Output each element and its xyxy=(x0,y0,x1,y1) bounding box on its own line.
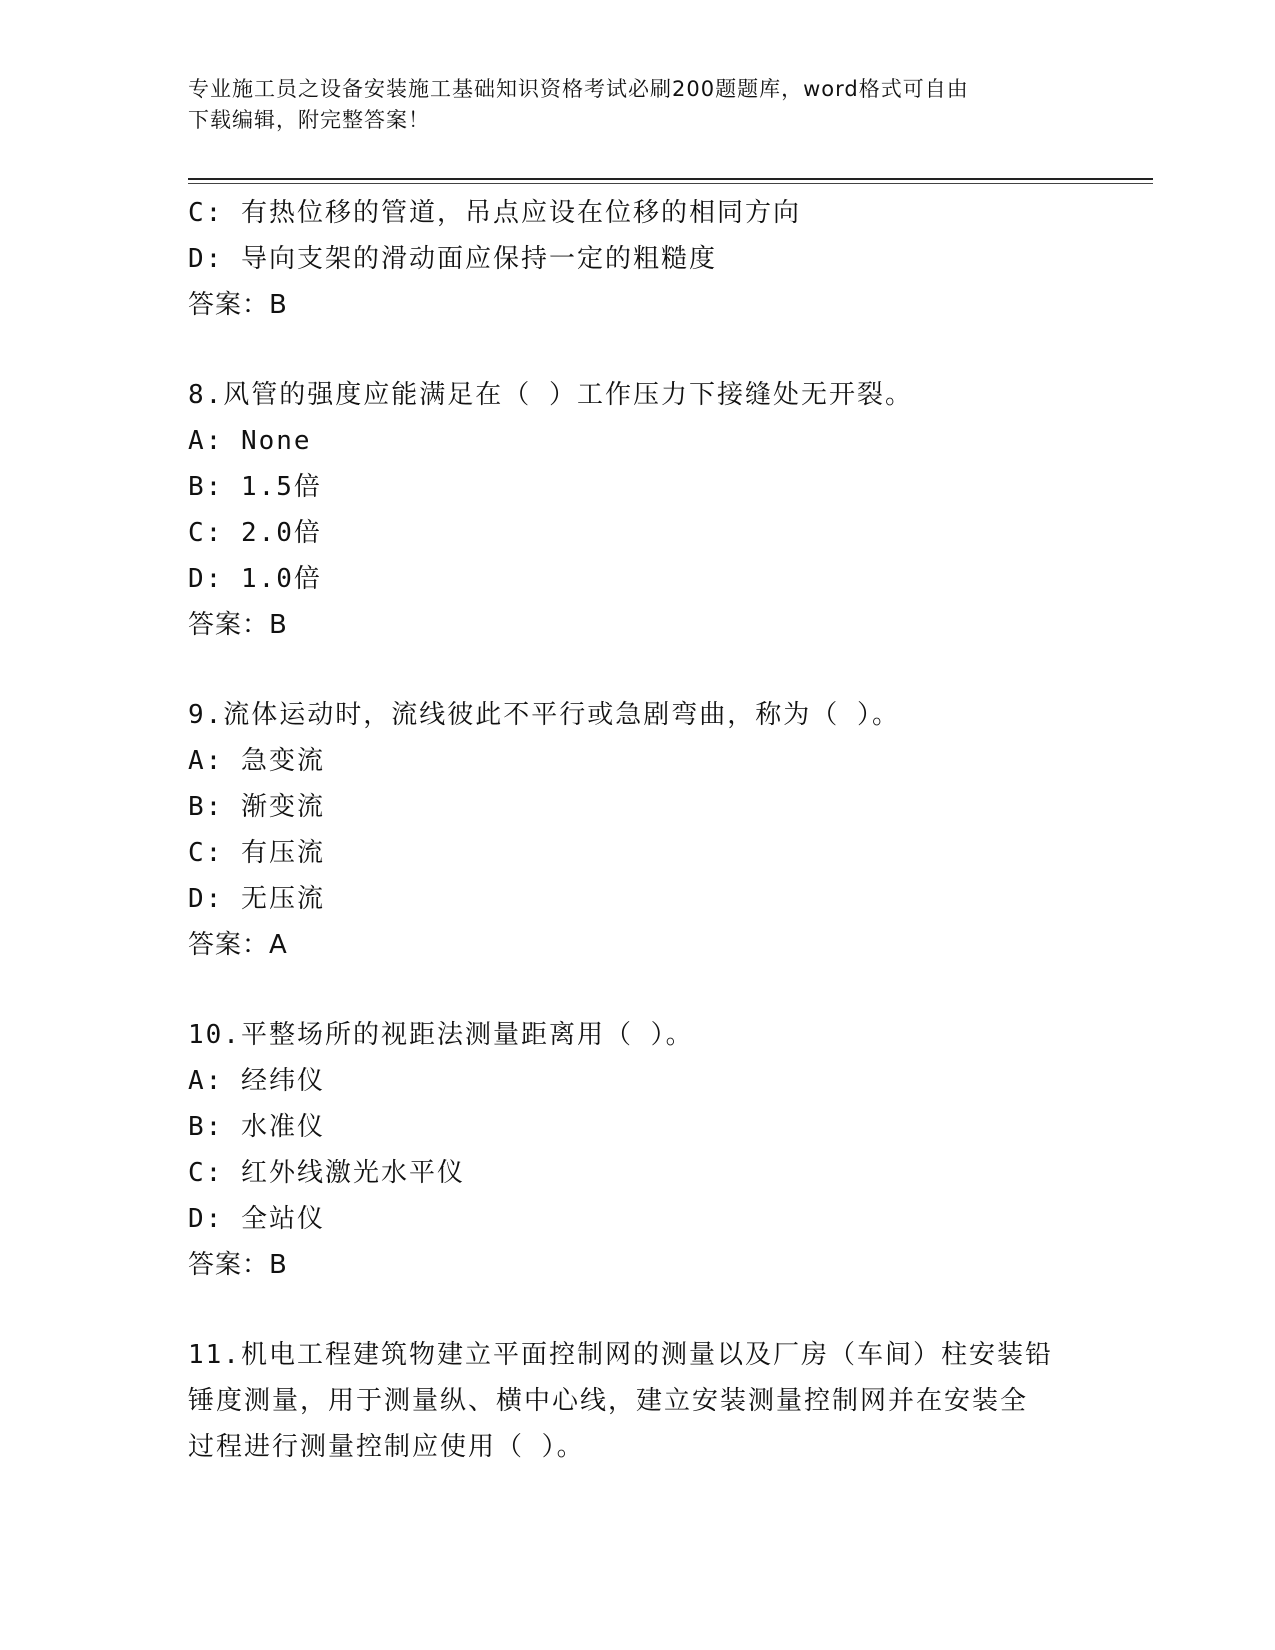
option-c: C: 有压流 xyxy=(188,838,325,868)
answer: 答案：B xyxy=(188,1250,288,1280)
question-text: 8.风管的强度应能满足在（ ）工作压力下接缝处无开裂。 xyxy=(188,380,913,410)
option-c: C: 2.0倍 xyxy=(188,518,322,548)
header-line-2: 下载编辑，附完整答案！ xyxy=(188,108,430,132)
header-divider-thick xyxy=(188,178,1153,180)
option-d: D: 全站仪 xyxy=(188,1204,325,1234)
option-d: D: 无压流 xyxy=(188,884,325,914)
spacer xyxy=(188,968,1088,1012)
spacer xyxy=(188,1288,1088,1332)
option-b: B: 水准仪 xyxy=(188,1112,325,1142)
header-divider-thin xyxy=(188,183,1153,184)
answer: 答案：B xyxy=(188,610,288,640)
option-c: C: 有热位移的管道，吊点应设在位移的相同方向 xyxy=(188,198,801,228)
option-a: A: 急变流 xyxy=(188,746,325,776)
question-text-line-3: 过程进行测量控制应使用（ ）。 xyxy=(188,1432,585,1462)
question-9 xyxy=(188,692,1088,968)
question-11 xyxy=(188,1332,1088,1470)
option-b: B: 渐变流 xyxy=(188,792,325,822)
spacer xyxy=(188,648,1088,692)
question-text-line-1: 11.机电工程建筑物建立平面控制网的测量以及厂房（车间）柱安装铅 xyxy=(188,1340,1053,1370)
question-8 xyxy=(188,372,1088,648)
question-text: 10.平整场所的视距法测量距离用（ ）。 xyxy=(188,1020,694,1050)
header-line-1: 专业施工员之设备安装施工基础知识资格考试必刷200题题库，word格式可自由 xyxy=(188,77,969,101)
option-d: D: 导向支架的滑动面应保持一定的粗糙度 xyxy=(188,244,717,274)
option-c: C: 红外线激光水平仪 xyxy=(188,1158,465,1188)
answer: 答案：B xyxy=(188,290,288,320)
option-b: B: 1.5倍 xyxy=(188,472,322,502)
question-text: 9.流体运动时，流线彼此不平行或急剧弯曲，称为（ ）。 xyxy=(188,700,900,730)
document-header xyxy=(188,74,1088,136)
question-list xyxy=(188,190,1088,1470)
option-d: D: 1.0倍 xyxy=(188,564,322,594)
question-7-tail xyxy=(188,190,1088,328)
answer: 答案：A xyxy=(188,930,288,960)
question-text-line-2: 锤度测量，用于测量纵、横中心线，建立安装测量控制网并在安装全 xyxy=(188,1386,1029,1416)
question-10 xyxy=(188,1012,1088,1288)
option-a: A: None xyxy=(188,426,312,456)
spacer xyxy=(188,328,1088,372)
option-a: A: 经纬仪 xyxy=(188,1066,325,1096)
